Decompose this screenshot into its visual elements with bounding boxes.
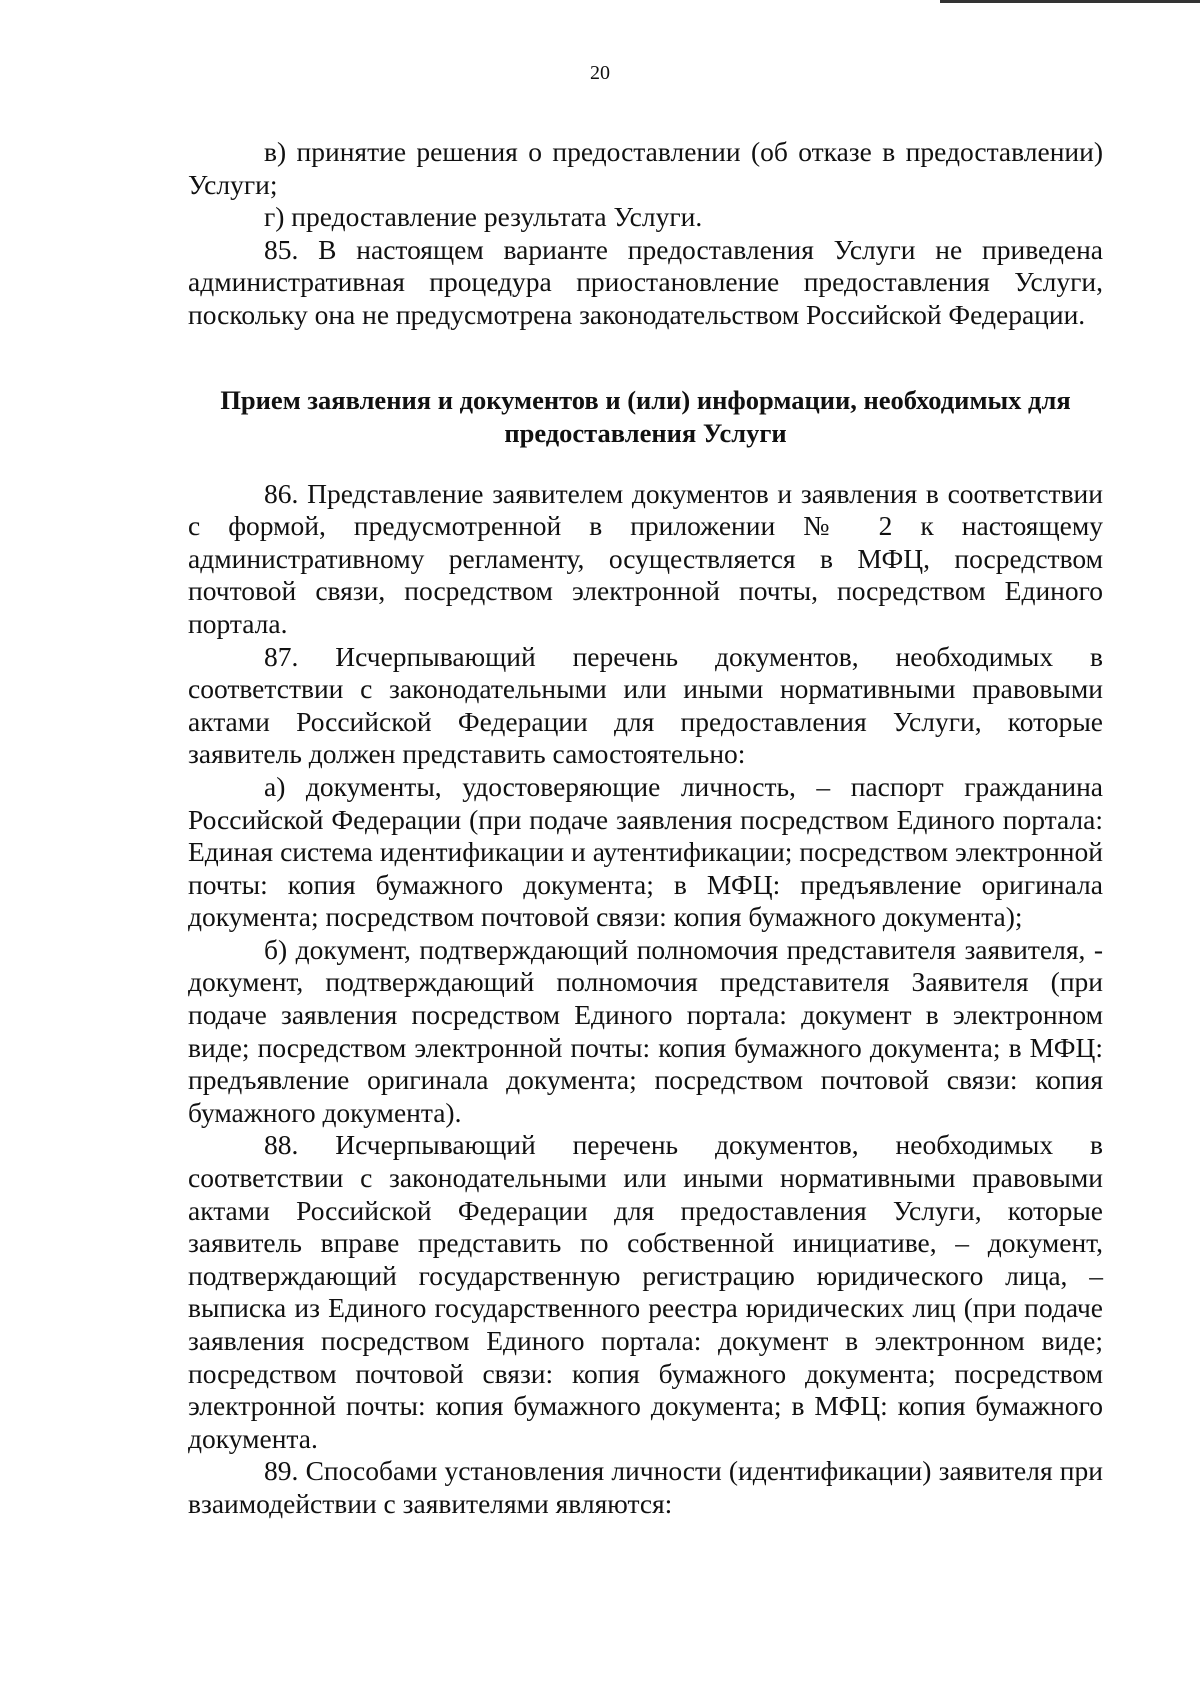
paragraph-item-v: в) принятие решения о предоставлении (об отказе в предоставлении) Услуги; bbox=[188, 136, 1103, 200]
paragraph-item-g: г) предоставление результата Услуги. bbox=[264, 201, 703, 233]
paragraph-89: 89. Способами установления личности (идентификации) заявителя при взаимодействии с заявителями являются: bbox=[188, 1455, 1103, 1519]
paragraph-88: 88. Исчерпывающий перечень документов, необходимых в соответствии с законодательными или иными нормативными правовыми актами Российской Федерации для предоставления Услуги, которые заявитель вправе представить по собственной инициативе, – документ, подтверждающий государственную регистрацию юридического лица, – выписка из Единого государственного реестра юридических лиц (при подаче заявления посредством Единого портала: документ в электронном виде; посредством почтовой связи: копия бумажного документа; посредством электронной почты: копия бумажного документа; в МФЦ: копия бумажного документа. bbox=[188, 1129, 1103, 1454]
paragraph-87-b: б) документ, подтверждающий полномочия представителя заявителя, - документ, подтверждающий полномочия представителя Заявителя (при подаче заявления посредством Единого портала: документ в электронном виде; посредством электронной почты: копия бумажного документа; в МФЦ: предъявление оригинала документа; посредством почтовой связи: копия бумажного документа). bbox=[188, 933, 1103, 1128]
page-number: 20 bbox=[590, 62, 610, 84]
section-heading: Прием заявления и документов и (или) информации, необходимых для предоставления Услуги bbox=[220, 384, 1071, 448]
paragraph-87-a: а) документы, удостоверяющие личность, – паспорт гражданина Российской Федерации (при подаче заявления посредством Единого портала: Единая система идентификации и аутентификации; посредством электронной почты: копия бумажного документа; в МФЦ: предъявление оригинала документа; посредством почтовой связи: копия бумажного документа); bbox=[188, 770, 1103, 933]
scan-edge-line bbox=[940, 0, 1200, 3]
paragraph-85: 85. В настоящем варианте предоставления Услуги не приведена административная процедура приостановление предоставления Услуги, поскольку она не предусмотрена законодательством Российской Федерации. bbox=[188, 233, 1103, 330]
document-text bbox=[188, 136, 1103, 1521]
paragraph-86: 86. Представление заявителем документов и заявления в соответствии с формой, предусмотренной в приложении № 2 к настоящему административному регламенту, осуществляется в МФЦ, посредством почтовой связи, посредством электронной почты, посредством Единого портала. bbox=[188, 477, 1103, 639]
paragraph-87: 87. Исчерпывающий перечень документов, необходимых в соответствии с законодательными или иными нормативными правовыми актами Российской Федерации для предоставления Услуги, которые заявитель должен представить самостоятельно: bbox=[188, 640, 1103, 770]
